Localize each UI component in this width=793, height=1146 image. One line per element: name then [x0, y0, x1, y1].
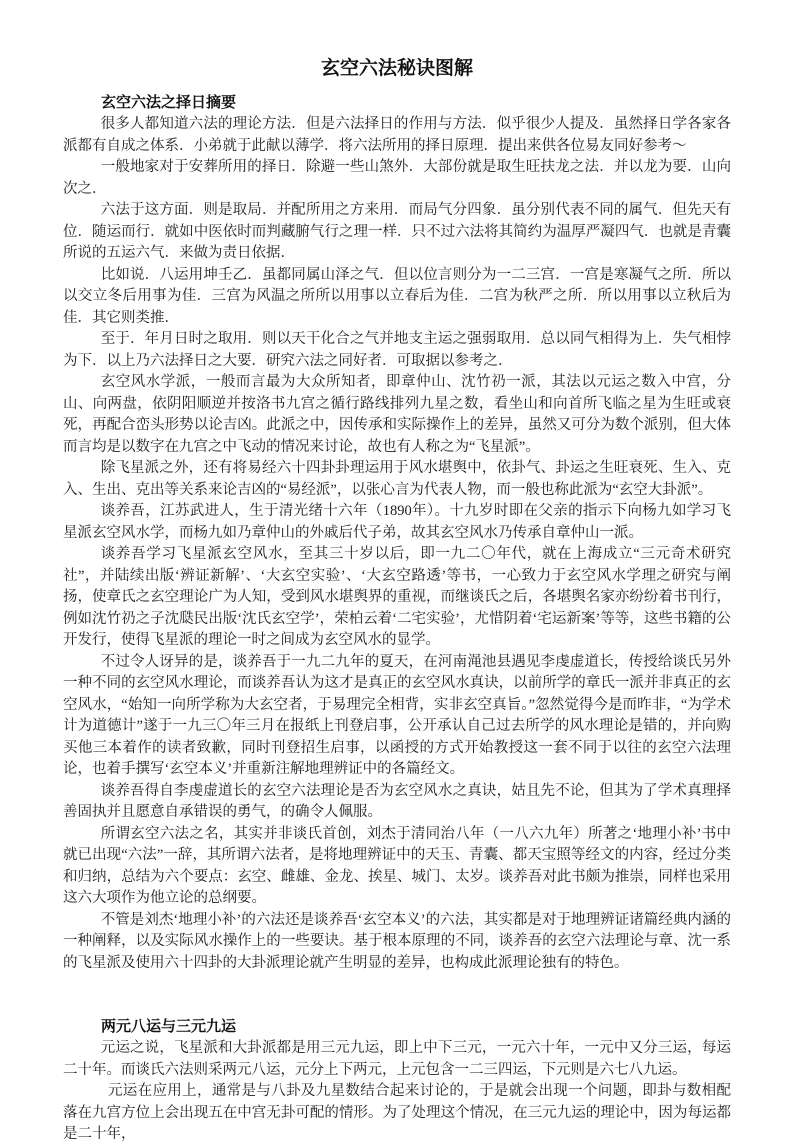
page-title: 玄空六法秘诀图解: [320, 58, 473, 79]
paragraph: 谈养吾学习飞星派玄空风水，至其三十岁以后，即一九二〇年代，就在上海成立“三元奇术研究社”，并陆续出版‘辨证新解’、‘大玄空实验’、‘大玄空路透’等书，一心致力于玄空风水学理之研究与阐扬，使章氏之玄空理论广为人知，受到风水堪舆界的重视，而继谈氏之后，各堪舆名家亦纷纷着书刊行，例如沈竹礽之子沈瓞民出版‘沈氏玄空学’，荣柏云着‘二宅实验’，尤惜阴着‘宅运新案’等等，这些书籍的公开发行，使得飞星派的理论一时之间成为玄空风水的显学。: [63, 546, 731, 648]
paragraph: 至于．年月日时之取用．则以天干化合之气并地支主运之强弱取用．总以同气相得为上．失气相悖为下．以上乃六法择日之大要．研究六法之同好者．可取据以参考之．: [63, 331, 731, 369]
section-two-yuan-eight-yun: [63, 1016, 731, 1146]
section-liufa-zeri-summary: [63, 92, 731, 974]
paragraph: 除飞星派之外，还有将易经六十四卦卦理运用于风水堪舆中，依卦气、卦运之生旺衰死、生入、克入、生出、克出等关系来论吉凶的“易经派”，以张心言为代表人物，而一般也称此派为“玄空大卦派”。: [63, 460, 731, 498]
paragraph: 一般地家对于安葬所用的择日．除避一些山煞外．大部份就是取生旺扶龙之法．并以龙为要．山向次之．: [63, 159, 731, 197]
paragraph: 不过令人讶异的是，谈养吾于一九二九年的夏天，在河南渑池县遇见李虔虚道长，传授给谈氏另外一种不同的玄空风水理论，而谈养吾认为这才是真正的玄空风水真诀，以前所学的章氏一派并非真正的玄空风水，“始知一向所学称为大玄空者，于易理完全相背，实非玄空真旨。”忽然觉得今是而昨非，“为学术计为道德计”遂于一九三〇年三月在报纸上刊登启事，公开承认自己过去所学的风水理论是错的，并向购买他三本着作的读者致歉，同时刊登招生启事，以函授的方式开始教授这一套不同于以往的玄空六法理论，也着手撰写‘玄空本义’并重新注解地理辨证中的各篇经文。: [63, 653, 731, 777]
paragraph: 元运在应用上，通常是与八卦及九星数结合起来讨论的，于是就会出现一个问题，即卦与数相配落在九宫方位上会出现五在中宫无卦可配的情形。为了处理这个情况，在三元九运的理论中，因为每运都是二十年，: [63, 1083, 731, 1142]
paragraph: 谈养吾得自李虔虚道长的玄空六法理论是否为玄空风水之真诀，姑且先不论，但其为了学术真理择善固执并且愿意自承错误的勇气，的确令人佩服。: [63, 782, 731, 820]
section-heading-two-yuan-eight-yun: 两元八运与三元九运: [101, 1018, 237, 1035]
section-heading-zeri-summary: 玄空六法之择日摘要: [101, 94, 237, 111]
paragraph: 所谓玄空六法之名，其实并非谈氏首创，刘杰于清同治八年（一八六九年）所著之‘地理小补’书中就已出现“六法”一辞，其所谓六法者，是将地理辨证中的天玉、青囊、都天宝照等经文的内容，经过分类和归纳，总结为六个要点：玄空、雌雄、金龙、挨星、城门、太岁。谈养吾对此书颇为推崇，同样也采用这六大项作为他立论的总纲要。: [63, 825, 731, 906]
paragraph: 很多人都知道六法的理论方法．但是六法择日的作用与方法．似乎很少人提及．虽然择日学各家各派都有自成之体系．小弟就于此献以薄学．将六法所用的择日原理．提出来供各位易友同好参考～: [63, 116, 731, 154]
paragraph: 谈养吾，江苏武进人，生于清光绪十六年（1890年）。十九岁时即在父亲的指示下向杨九如学习飞星派玄空风水学，而杨九如乃章仲山的外戚后代子弟，故其玄空风水乃传承自章仲山一派。: [63, 503, 731, 541]
paragraph: 不管是刘杰‘地理小补’的六法还是谈养吾‘玄空本义’的六法，其实都是对于地理辨证诸篇经典内涵的一种阐释，以及实际风水操作上的一些要诀。基于根本原理的不同，谈养吾的玄空六法理论与章、沈一系的飞星派及使用六十四卦的大卦派理论就产生明显的差异，也构成此派理论独有的特色。: [63, 911, 731, 971]
paragraph: 玄空风水学派，一般而言最为大众所知者，即章仲山、沈竹礽一派，其法以元运之数入中宫，分山、向两盘，依阴阳顺逆并按洛书九宫之循行路线排列九星之数，看坐山和向首所飞临之星为生旺或衰死，再配合峦头形势以论吉凶。此派之中，因传承和实际操作上的差异，虽然又可分为数个派别，但大体而言均是以数字在九宫之中飞动的情况来讨论，故也有人称之为“飞星派”。: [63, 374, 731, 455]
paragraph: 元运之说，飞星派和大卦派都是用三元九运，即上中下三元，一元六十年，一元中又分三运，每运二十年。而谈氏六法则采两元八运，元分上下两元，上元包含一二三四运，下元则是六七八九运。: [63, 1040, 731, 1078]
paragraph: 比如说．八运用坤壬乙．虽都同属山泽之气．但以位言则分为一二三宫．一宫是寒凝气之所．所以以交立冬后用事为佳．三宫为风温之所所以用事以立春后为佳．二宫为秋严之所．所以用事以立秋后为佳．其它则类推．: [63, 266, 731, 326]
paragraph: 六法于这方面．则是取局．并配所用之方来用．而局气分四象．虽分别代表不同的属气．但先天有位．随运而行．就如中医依时而判藏腑气行之理一样．只不过六法将其简约为温厚严凝四气．也就是青囊所说的五运六气．来做为责日依据．: [63, 202, 731, 261]
